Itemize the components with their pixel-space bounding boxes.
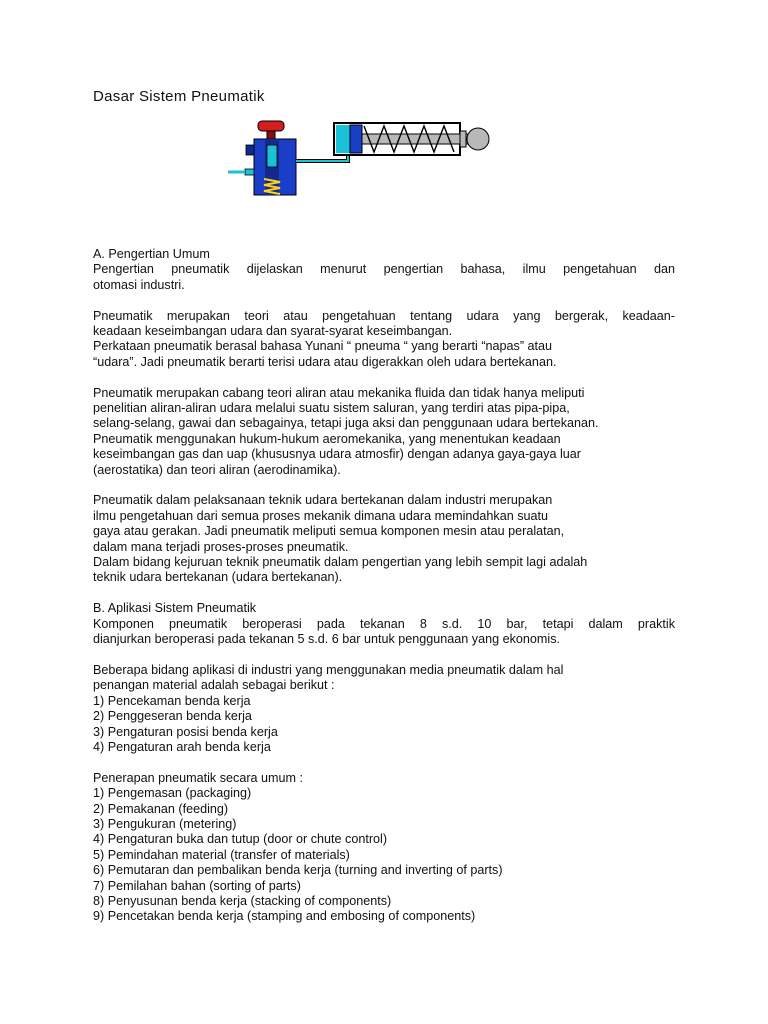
paragraph-line: selang-selang, gawai dan sebagainya, tetapi juga aksi dan penggunaan udara bertekanan. [93,416,599,431]
paragraph-line: Perkataan pneumatik berasal bahasa Yunani “ pneuma “ yang berarti “napas” atau [93,339,553,354]
section-a-heading: A. Pengertian Umum [93,247,210,261]
paragraph-line: “udara”. Jadi pneumatik berarti terisi udara atau digerakkan oleh udara bertekanan. [93,354,557,369]
section-a [93,247,675,293]
paragraph-line: Dalam bidang kejuruan teknik pneumatik dalam pengertian yang lebih sempit lagi adalah [93,555,588,570]
paragraph-line: (aerostatika) dan teori aliran (aerodinamika). [93,462,341,477]
document-title: Dasar Sistem Pneumatik [93,88,265,105]
paragraph-line: Pneumatik dalam pelaksanaan teknik udara bertekanan dalam industri merupakan [93,493,553,508]
paragraph-line: teknik udara bertekanan (udara bertekanan). [93,570,343,585]
list-item: 6) Pemutaran dan pembalikan benda kerja (turning and inverting of parts) [93,863,503,878]
list-item: 9) Pencetakan benda kerja (stamping and embosing of components) [93,909,476,924]
list-item: 4) Pengaturan arah benda kerja [93,739,271,754]
paragraph-line: keadaan keseimbangan udara dan syarat-syarat keseimbangan. [93,324,453,339]
section-b-heading: B. Aplikasi Sistem Pneumatik [93,601,257,616]
paragraph-line: gaya atau gerakan. Jadi pneumatik meliputi semua komponen mesin atau peralatan, [93,524,565,539]
paragraph-line: Komponen pneumatik beroperasi pada tekanan 8 s.d. 10 bar, tetapi dalam praktik [93,616,675,631]
paragraph-line: ilmu pengetahuan dari semua proses mekanik dimana udara memindahkan suatu [93,508,549,523]
paragraph-line: Pneumatik merupakan cabang teori aliran atau mekanika fluida dan tidak hanya meliputi [93,385,585,400]
list-item: 3) Pengukuran (metering) [93,816,237,831]
list-item: 7) Pemilahan bahan (sorting of parts) [93,878,301,893]
paragraph-line: Pneumatik merupakan teori atau pengetahuan tentang udara yang bergerak, keadaan- [93,308,675,323]
section-b [93,601,675,647]
paragraph-line: penelitian aliran-aliran udara melalui suatu sistem saluran, yang terdiri atas pipa-pipa, [93,401,570,416]
paragraph-line: penangan material adalah sebagai berikut : [93,678,335,693]
list-item: 3) Pengaturan posisi benda kerja [93,724,278,739]
paragraph [93,663,675,755]
list-item: 2) Penggeseran benda kerja [93,709,252,724]
paragraph-line: otomasi industri. [93,277,185,292]
paragraph-line: dalam mana terjadi proses-proses pneumatik. [93,539,349,554]
paragraph [93,309,675,371]
paragraph [93,493,675,585]
document-body [93,247,675,940]
list-item: 2) Pemakanan (feeding) [93,801,229,816]
paragraph-line: Beberapa bidang aplikasi di industri yang menggunakan media pneumatik dalam hal [93,662,564,677]
list-item: 5) Pemindahan material (transfer of materials) [93,847,350,862]
paragraph [93,386,675,478]
list-item: 1) Pengemasan (packaging) [93,786,252,801]
pneumatic-cylinder-diagram-icon [228,114,498,204]
list-item: 1) Pencekaman benda kerja [93,693,251,708]
list-item: 4) Pengaturan buka dan tutup (door or chute control) [93,832,388,847]
paragraph-line: Penerapan pneumatik secara umum : [93,770,304,785]
paragraph-line: dianjurkan beroperasi pada tekanan 5 s.d. 6 bar untuk penggunaan yang ekonomis. [93,632,561,647]
list-item: 8) Penyusunan benda kerja (stacking of components) [93,893,392,908]
paragraph-line: keseimbangan gas dan uap (khususnya udara atmosfir) dengan adanya gaya-gaya luar [93,447,581,462]
paragraph-line: Pengertian pneumatik dijelaskan menurut pengertian bahasa, ilmu pengetahuan dan [93,262,675,277]
paragraph-line: Pneumatik menggunakan hukum-hukum aeromekanika, yang menentukan keadaan [93,431,561,446]
paragraph [93,771,675,925]
